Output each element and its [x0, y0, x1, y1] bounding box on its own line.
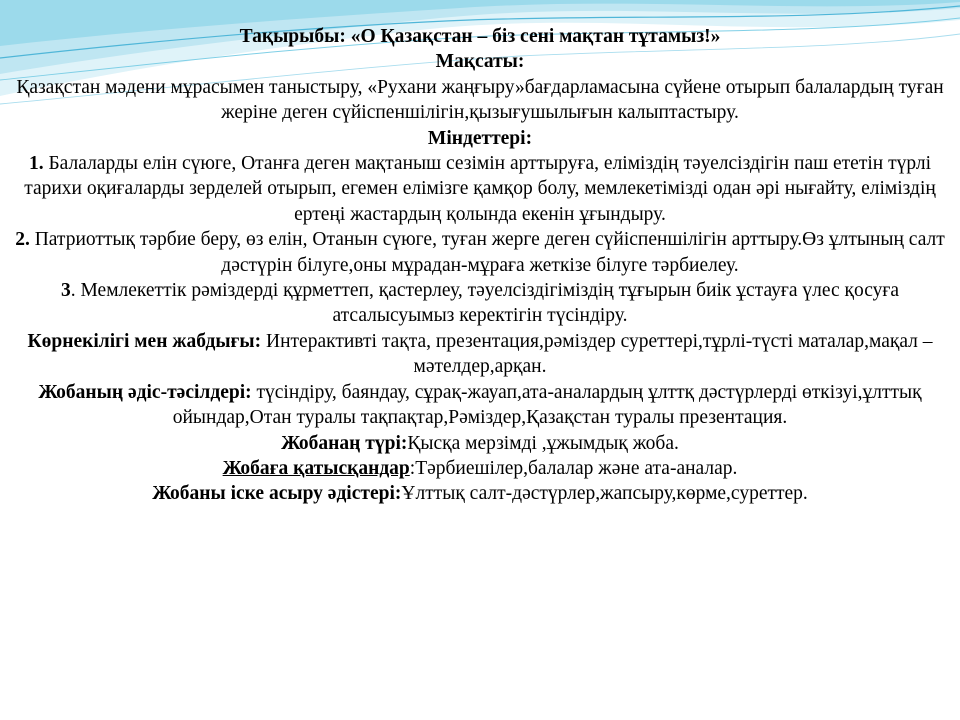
implementation-text: Ұлттық салт-дәстүрлер,жапсыру,көрме,суреттер.	[401, 483, 808, 505]
methods	[14, 380, 946, 431]
methods-label: Жобаның әдіс-тәсілдері:	[38, 381, 252, 403]
task-text: . Мемлекеттік рәміздерді құрметтеп, қастерлеу, тәуелсіздігіміздің тұғырын биік ұстауға үлес қосуға атсалысуымыз керектігін түсіндіру.	[70, 280, 900, 327]
task-item-1	[14, 151, 946, 227]
goal-text: Қазақстан мәдени мұрасымен таныстыру, «Рухани жаңғыру»бағдарламасына сүйене отырып балалардың туған жеріне деген сүйіспеншілігін,қызығушылығын калыптастыру.	[16, 76, 944, 124]
task-item-2	[14, 227, 946, 278]
task-text: Балаларды елін сүюге, Отанға деген мақтаныш сезімін арттыруға, еліміздің тәуелсіздігін паш ететін түрлі тарихи оқиғаларды зерделей отырып, егемен елімізге қамқор болу, мемлекетімізді одан әрі нығайту, еліміздің ертеңі жастардың қолында екенін ұғындыру.	[24, 153, 936, 225]
type-text: Қысқа мерзімді ,ұжымдық жоба.	[407, 432, 679, 454]
tasks-heading: Міндеттері:	[427, 127, 533, 149]
task-number: 1.	[28, 153, 44, 175]
type-label: Жобанаң түрі:	[281, 432, 408, 454]
task-text: Патриоттық тәрбие беру, өз елін, Отанын сүюге, туған жерге деген сүйіспеншілігін арттыру.Өз ұлтының салт дәстүрін білуге,оны мұрадан-мұраға жеткізе білуге тәрбиелеу.	[29, 229, 945, 276]
participants-label: Жобаға қатысқандар	[222, 457, 410, 479]
task-number: 2.	[15, 229, 30, 251]
implementation-label: Жобаны іске асыру әдістері:	[152, 483, 402, 505]
equipment-text: Интерактивті тақта, презентация,рәміздер суреттері,тұрлі-түсті маталар,мақал – мәтелдер,арқан.	[261, 330, 933, 378]
project-type	[14, 431, 946, 456]
slide-content	[14, 24, 946, 507]
title: Тақырыбы: «О Қазақстан – біз сені мақтан тұтамыз!»	[239, 26, 721, 47]
participants	[14, 456, 946, 481]
implementation	[14, 481, 946, 506]
task-number: 3	[60, 280, 71, 302]
equipment-label: Көрнекілігі мен жабдығы:	[27, 330, 262, 352]
equipment	[14, 329, 946, 380]
participants-text: :Тәрбиешілер,балалар және ата-аналар.	[409, 457, 738, 479]
goal-heading: Мақсаты:	[435, 51, 525, 73]
methods-text: түсіндіру, баяндау, сұрақ-жауап,ата-аналардың ұлттқ дәстүрлерді өткізуі,ұлттық ойындар,Отан туралы тақпақтар,Рәміздер,Қазақстан туралы презентация.	[172, 381, 922, 429]
task-item-3	[14, 278, 946, 329]
